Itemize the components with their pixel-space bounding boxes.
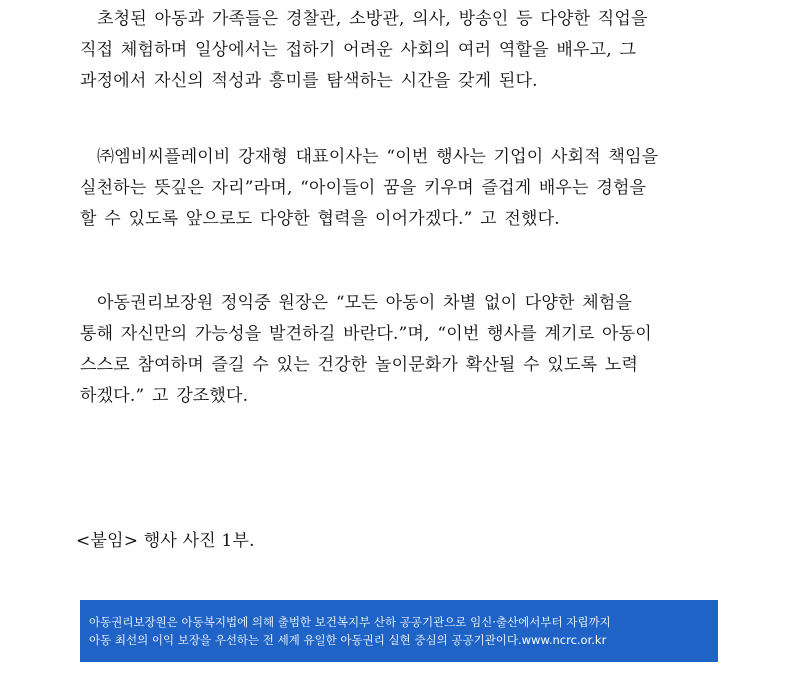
attachment-note: <붙임> 행사 사진 1부. xyxy=(76,531,255,551)
paragraph-line: 초청된 아동과 가족들은 경찰관, 소방관, 의사, 방송인 등 다양한 직업을 xyxy=(97,9,648,29)
paragraph-line: 아동권리보장원 정익중 원장은 “모든 아동이 차별 없이 다양한 체험을 xyxy=(97,293,633,313)
organization-footer-banner xyxy=(80,600,718,662)
paragraph-line: 과정에서 자신의 적성과 흥미를 탐색하는 시간을 갖게 된다. xyxy=(80,71,538,91)
paragraph-line: 실천하는 뜻깊은 자리”라며, “아이들이 꿈을 키우며 즐겁게 배우는 경험을 xyxy=(80,178,647,198)
paragraph-director-quote xyxy=(80,288,720,412)
paragraph-ceo-quote xyxy=(80,142,720,235)
paragraph-line: 스스로 참여하며 즐길 수 있는 건강한 놀이문화가 확산될 수 있도록 노력 xyxy=(80,355,639,375)
paragraph-experience xyxy=(80,4,720,97)
paragraph-line: 할 수 있도록 앞으로도 다양한 협력을 이어가겠다.” 고 전했다. xyxy=(80,209,560,229)
paragraph-line: 직접 체험하며 일상에서는 접하기 어려운 사회의 여러 역할을 배우고, 그 xyxy=(80,40,637,60)
paragraph-line: 하겠다.” 고 강조했다. xyxy=(80,386,249,406)
footer-line: 아동권리보장원은 아동복지법에 의해 출범한 보건복지부 산하 공공기관으로 임신·출산에서부터 자립까지 xyxy=(89,615,611,629)
paragraph-line: 통해 자신만의 가능성을 발견하길 바란다.”며, “이번 행사를 계기로 아동이 xyxy=(80,324,652,344)
paragraph-line: ㈜엠비씨플레이비 강재형 대표이사는 “이번 행사는 기업이 사회적 책임을 xyxy=(97,147,659,167)
footer-line: 아동 최선의 이익 보장을 우선하는 전 세계 유일한 아동권리 실현 중심의 공공기관이다.www.ncrc.or.kr xyxy=(89,633,607,647)
